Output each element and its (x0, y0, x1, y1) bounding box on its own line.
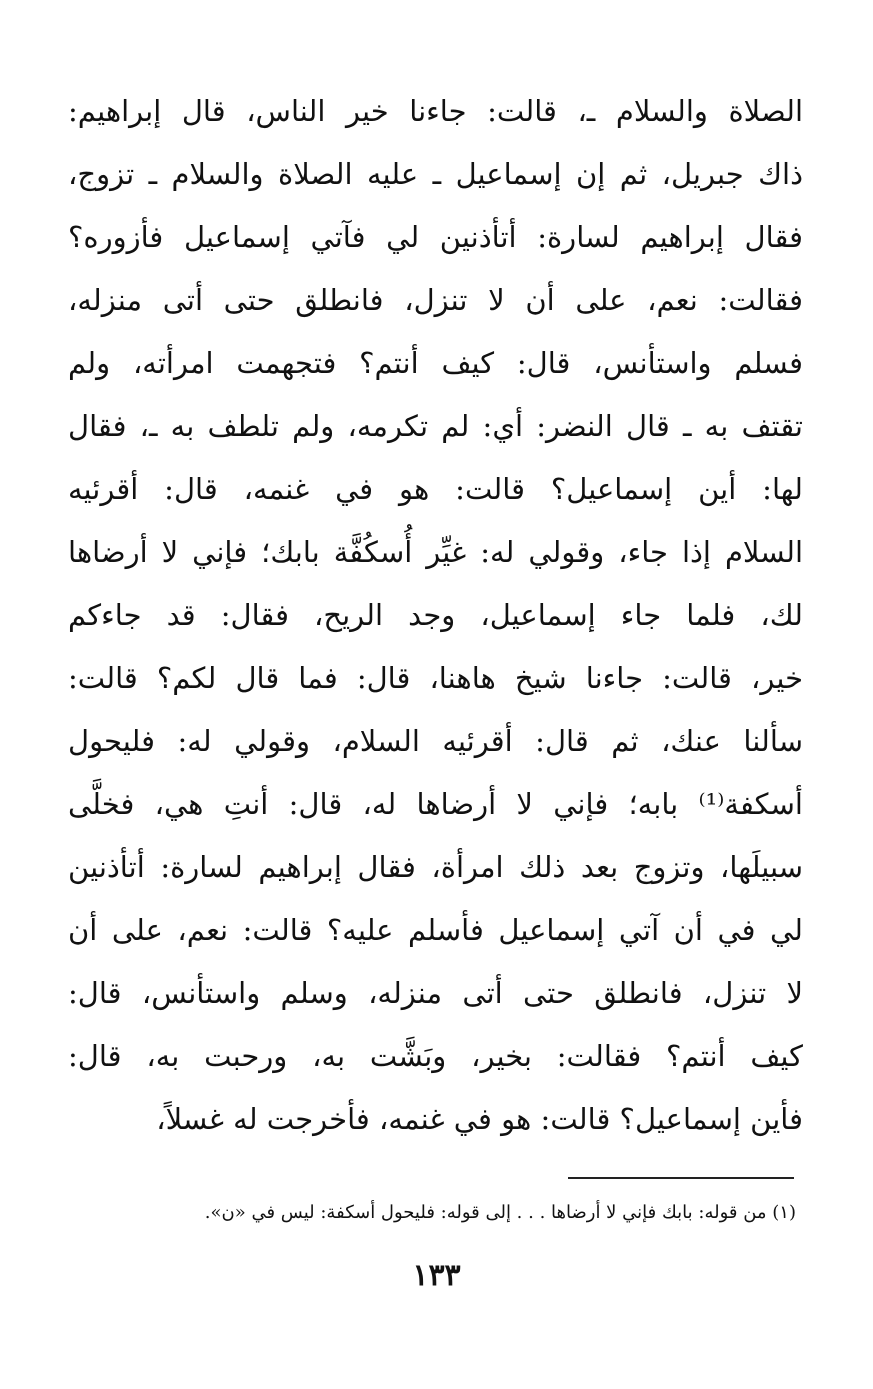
text-line-9: لك، فلما جاء إسماعيل، وجد الريح، فقال: قد جاءكم (68, 598, 803, 632)
text-line-4: فقالت: نعم، على أن لا تنزل، فانطلق حتى أتى منزله، (68, 283, 803, 317)
text-line-6: تقتف به ـ قال النضر: أي: لم تكرمه، ولم تلطف به ـ، فقال (68, 409, 803, 443)
main-text-block (68, 80, 803, 1151)
text-line-13: سبيلَها، وتزوج بعد ذلك امرأة، فقال إبراهيم لسارة: أتأذنين (68, 850, 803, 884)
footnote-divider (568, 1177, 794, 1179)
text-line-2: ذاك جبريل، ثم إن إسماعيل ـ عليه الصلاة والسلام ـ تزوج، (68, 157, 803, 191)
text-line-8: السلام إذا جاء، وقولي له: غيِّر أُسكُفَّة بابك؛ فإني لا أرضاها (68, 535, 803, 569)
text-line-5: فسلم واستأنس، قال: كيف أنتم؟ فتجهمت امرأته، ولم (68, 346, 803, 380)
text-line-11: سألنا عنك، ثم قال: أقرئيه السلام، وقولي له: فليحول (68, 724, 803, 758)
page-number: ١٣٣ (412, 1258, 461, 1293)
text-line-16: كيف أنتم؟ فقالت: بخير، وبَشَّت به، ورحبت به، قال: (68, 1039, 803, 1073)
text-line-14: لي في أن آتي إسماعيل فأسلم عليه؟ قالت: نعم، على أن (68, 913, 803, 947)
text-line-17: فأين إسماعيل؟ قالت: هو في غنمه، فأخرجت له غسلاً، (156, 1102, 803, 1136)
text-line-10: خير، قالت: جاءنا شيخ هاهنا، قال: فما قال لكم؟ قالت: (68, 661, 803, 695)
text-line-15: لا تنزل، فانطلق حتى أتى منزله، وسلم واستأنس، قال: (68, 976, 803, 1010)
text-line-7: لها: أين إسماعيل؟ قالت: هو في غنمه، قال: أقرئيه (68, 472, 803, 506)
text-line-3: فقال إبراهيم لسارة: أتأذنين لي فآتي إسماعيل فأزوره؟ (68, 220, 803, 254)
text-line-1: الصلاة والسلام ـ، قالت: جاءنا خير الناس، قال إبراهيم: (68, 94, 803, 128)
footnote-text: (١) من قوله: بابك فإني لا أرضاها . . . إلى قوله: فليحول أسكفة: ليس في «ن». (204, 1202, 796, 1223)
text-line-12: أسكفة⁽¹⁾ بابه؛ فإني لا أرضاها له، قال: أنتِ هي، فخلَّى (68, 787, 803, 821)
